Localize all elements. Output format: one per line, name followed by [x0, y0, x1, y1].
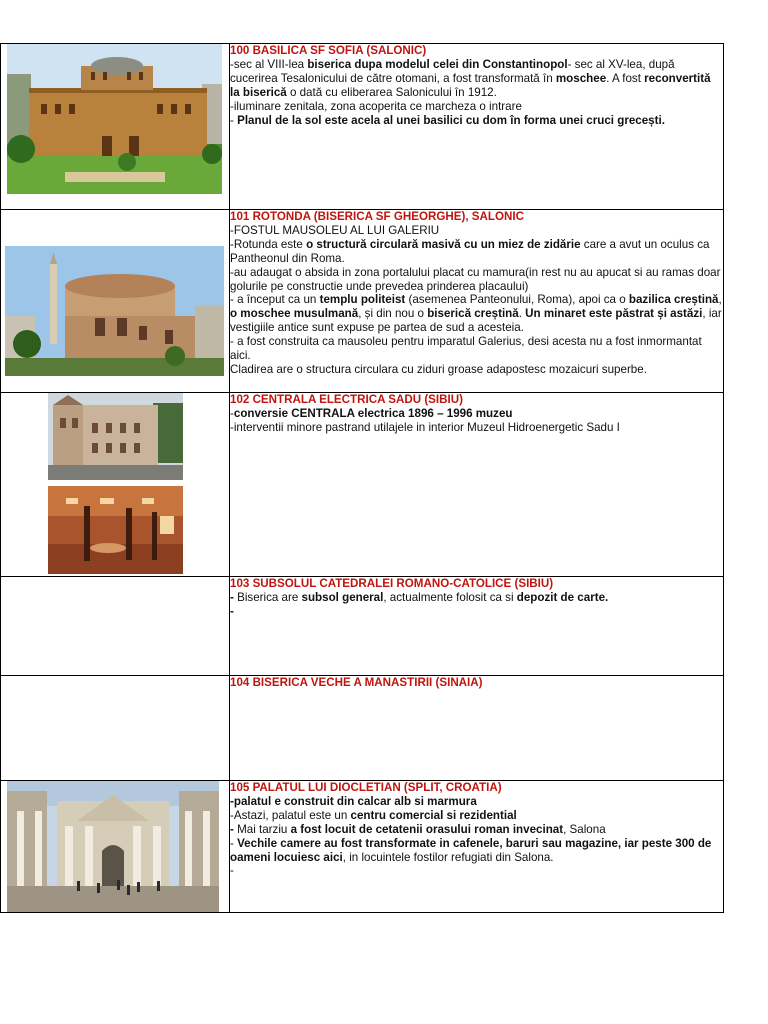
entry-text-line [230, 224, 723, 238]
text-segment: o dată cu eliberarea Salonicului în 1912. [286, 85, 497, 99]
bold-text: o moschee musulmană [230, 307, 359, 321]
table-row [1, 210, 724, 393]
text-segment: - sec al XV-lea, după cucerirea Tesalonicului de către otomani, a fost transformată în [230, 57, 675, 85]
entry-title: 103 SUBSOLUL CATEDRALEI ROMANO-CATOLICE (SIBIU) [230, 577, 554, 590]
entry-title: 102 CENTRALA ELECTRICA SADU (SIBIU) [230, 393, 463, 406]
entries-table [0, 43, 724, 913]
entry-title: 104 BISERICA VECHE A MANASTIRII (SINAIA) [230, 676, 483, 689]
entry-lines [230, 795, 723, 878]
entry-text-line [230, 837, 723, 865]
basilica-photo [7, 44, 222, 194]
rotunda-photo [5, 246, 224, 376]
table-row [1, 577, 724, 676]
text-cell [230, 781, 724, 913]
bold-text: -palatul e construit din calcar alb si marmura [230, 794, 477, 808]
image-cell [1, 781, 230, 913]
entry-text-line [230, 363, 723, 377]
bold-text: - [230, 604, 234, 618]
entry-text-line [230, 795, 723, 809]
text-segment: - [230, 113, 238, 127]
text-segment: , iar vestigiile antice sunt expuse pe partea de sud a acesteia. [230, 307, 722, 335]
text-segment: . A fost [606, 71, 645, 85]
bold-text: o structură circulară masivă cu un miez de zidărie [306, 237, 581, 251]
bold-text: depozit de carte. [516, 590, 609, 604]
text-segment: , in locuintele fostilor refugiati din Salona. [342, 850, 554, 864]
table-row [1, 676, 724, 781]
text-segment: - a început ca un [230, 293, 320, 307]
text-segment: , și din nou o [358, 307, 428, 321]
bold-text: Vechile camere au fost transformate in cafenele, baruri sau magazine, iar peste 300 de oameni locuiesc aici [230, 836, 712, 864]
table-row [1, 781, 724, 913]
text-segment: -FOSTUL MAUSOLEU AL LUI GALERIU [230, 223, 440, 237]
text-segment: -interventii minore pastrand utilajele in interior Muzeul Hidroenergetic Sadu I [230, 420, 620, 434]
entry-text-line [230, 335, 723, 363]
bold-text: templu politeist [319, 293, 406, 307]
text-segment: Biserica are [237, 590, 302, 604]
text-segment: - [230, 836, 238, 850]
text-segment: , Salona [563, 822, 606, 836]
text-segment: Mai tarziu [237, 822, 291, 836]
bold-text: a fost locuit de cetatenii orasului roman invecinat [290, 822, 564, 836]
entry-lines [230, 407, 723, 435]
text-segment: care a avut un oculus ca Pantheonul din Roma. [230, 237, 710, 265]
bold-text: biserică creștină [427, 307, 519, 321]
text-segment: Cladirea are o structura circulara cu ziduri groase adapostesc mozaicuri superbe. [230, 362, 647, 376]
text-cell [230, 676, 724, 781]
bold-text: reconvertită la biserică [230, 71, 711, 99]
entry-text-line [230, 605, 723, 619]
table-row [1, 393, 724, 577]
diocletian-palace-photo [7, 781, 219, 912]
text-segment: , actualmente folosit ca si [383, 590, 517, 604]
image-cell [1, 676, 230, 781]
text-segment: -iluminare zenitala, zona acoperita ce marcheza o intrare [230, 99, 522, 113]
image-cell [1, 44, 230, 210]
bold-text: subsol general [301, 590, 384, 604]
bold-text: bazilica creștină [628, 293, 719, 307]
text-cell [230, 44, 724, 210]
text-segment: (asemenea Panteonului, Roma), apoi ca o [405, 293, 629, 307]
entry-text-line [230, 100, 723, 114]
text-segment: - a fost construita ca mausoleu pentru imparatul Galerius, desi acesta nu a fost inmormantat aici. [230, 335, 702, 363]
entry-text-line [230, 421, 723, 435]
entry-title: 100 BASILICA SF SOFIA (SALONIC) [230, 44, 427, 57]
entry-text-line [230, 864, 723, 878]
entry-title: 105 PALATUL LUI DIOCLETIAN (SPLIT, CROATIA) [230, 781, 502, 794]
bold-text: - [230, 822, 238, 836]
sadu-exterior-photo [48, 393, 183, 480]
sadu-interior-photo [48, 486, 183, 574]
entry-text-line [230, 266, 723, 294]
entry-text-line [230, 293, 723, 335]
bold-text: Planul de la sol este acela al unei basilici cu dom în forma unei cruci grecești. [237, 113, 665, 127]
entry-title: 101 ROTONDA (BISERICA SF GHEORGHE), SALONIC [230, 210, 524, 223]
image-cell [1, 393, 230, 577]
text-segment: , [718, 293, 722, 307]
bold-text: centru comercial si rezidential [350, 808, 517, 822]
entry-text-line [230, 238, 723, 266]
bold-text: biserica dupa modelul celei din Constantinopol [307, 57, 568, 71]
entry-lines [230, 591, 723, 619]
text-segment: -au adaugat o absida in zona portalului placat cu mamura(in rest nu au apucat si au ramas doar golurile pe constructie unde prevedea prinderea placaului) [230, 265, 721, 293]
entry-text-line [230, 58, 723, 100]
table-row [1, 44, 724, 210]
bold-text: - [230, 590, 238, 604]
text-segment: . [518, 307, 526, 321]
image-cell [1, 210, 230, 393]
bold-text: Un minaret este păstrat și astăzi [525, 307, 703, 321]
text-segment: -sec al VIII-lea [230, 57, 308, 71]
text-segment: -Astazi, palatul este un [230, 808, 351, 822]
text-segment: - [230, 864, 234, 878]
text-cell [230, 393, 724, 577]
entry-text-line [230, 407, 723, 421]
entry-text-line [230, 591, 723, 605]
entry-lines [230, 224, 723, 377]
text-cell [230, 210, 724, 393]
bold-text: moschee [555, 71, 607, 85]
entry-lines [230, 58, 723, 128]
text-segment: - [230, 406, 234, 420]
bold-text: conversie CENTRALA electrica 1896 – 1996 muzeu [233, 406, 513, 420]
image-cell [1, 577, 230, 676]
entry-text-line [230, 823, 723, 837]
entry-text-line [230, 809, 723, 823]
text-segment: -Rotunda este [230, 237, 307, 251]
entry-text-line [230, 114, 723, 128]
text-cell [230, 577, 724, 676]
